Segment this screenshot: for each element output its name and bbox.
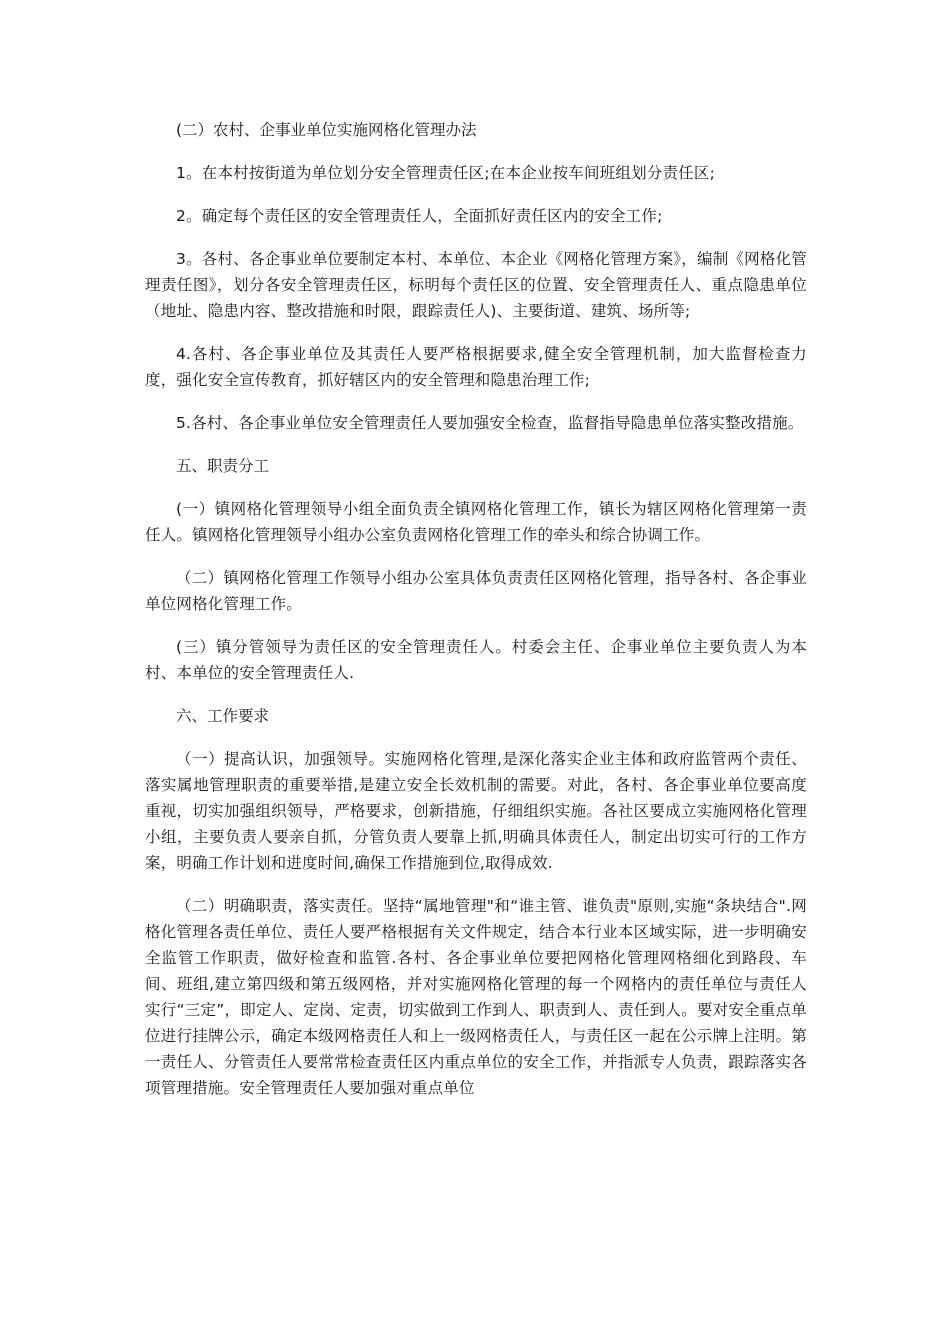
document-page: [145, 117, 807, 1118]
section-heading: 五、职责分工: [176, 457, 270, 475]
paragraph: (三）镇分管领导为责任区的安全管理责任人。村委会主任、企事业单位主要负责人为本村、本单位的安全管理责任人.: [145, 638, 807, 682]
paragraph: （二）镇网格化管理工作领导小组办公室具体负责责任区网格化管理，指导各村、各企事业单位网格化管理工作。: [145, 569, 807, 613]
section-heading: 六、工作要求: [176, 707, 270, 725]
paragraph: （一）提高认识，加强领导。实施网格化管理,是深化落实企业主体和政府监管两个责任、落实属地管理职责的重要举措,是建立安全长效机制的需要。对此，各村、各企事业单位要高度重视，切实加强组织领导，严格要求，创新措施，仔细组织实施。各社区要成立实施网格化管理小组，主要负责人要亲自抓，分管负责人要靠上抓,明确具体责任人，制定出切实可行的工作方案，明确工作计划和进度时间,确保工作措施到位,取得成效.: [145, 750, 807, 872]
paragraph: 1。在本村按街道为单位划分安全管理责任区;在本企业按车间班组划分责任区;: [176, 164, 716, 182]
paragraph: 2。确定每个责任区的安全管理责任人，全面抓好责任区内的安全工作;: [176, 207, 663, 225]
paragraph: (一）镇网格化管理领导小组全面负责全镇网格化管理工作，镇长为辖区网格化管理第一责任人。镇网格化管理领导小组办公室负责网格化管理工作的牵头和综合协调工作。: [145, 500, 807, 544]
paragraph: 5.各村、各企事业单位安全管理责任人要加强安全检查，监督指导隐患单位落实整改措施。: [176, 414, 804, 432]
paragraph: 3。各村、各企事业单位要制定本村、本单位、本企业《网格化管理方案》，编制《网格化管理责任图》，划分各安全管理责任区，标明每个责任区的位置、安全管理责任人、重点隐患单位（地址、隐患内容、整改措施和时限，跟踪责任人)、主要街道、建筑、场所等;: [145, 250, 807, 320]
paragraph: 4.各村、各企事业单位及其责任人要严格根据要求,健全安全管理机制，加大监督检查力度，强化安全宣传教育，抓好辖区内的安全管理和隐患治理工作;: [145, 345, 807, 389]
section-subheading: (二）农村、企事业单位实施网格化管理办法: [176, 121, 477, 139]
paragraph: （二）明确职责，落实责任。坚持“属地管理"和“谁主管、谁负责"原则,实施“条块结合".网格化管理各责任单位、责任人要严格根据有关文件规定，结合本行业本区域实际，进一步明确安全监管工作职责，做好检查和监管.各村、各企事业单位要把网格化管理网格细化到路段、车间、班组,建立第四级和第五级网格，并对实施网格化管理的每一个网格内的责任单位与责任人实行“三定”，即定人、定岗、定责，切实做到工作到人、职责到人、责任到人。要对安全重点单位进行挂牌公示，确定本级网格责任人和上一级网格责任人，与责任区一起在公示牌上注明。第一责任人、分管责任人要常常检查责任区内重点单位的安全工作，并指派专人负责，跟踪落实各项管理措施。安全管理责任人要加强对重点单位: [145, 897, 807, 1097]
